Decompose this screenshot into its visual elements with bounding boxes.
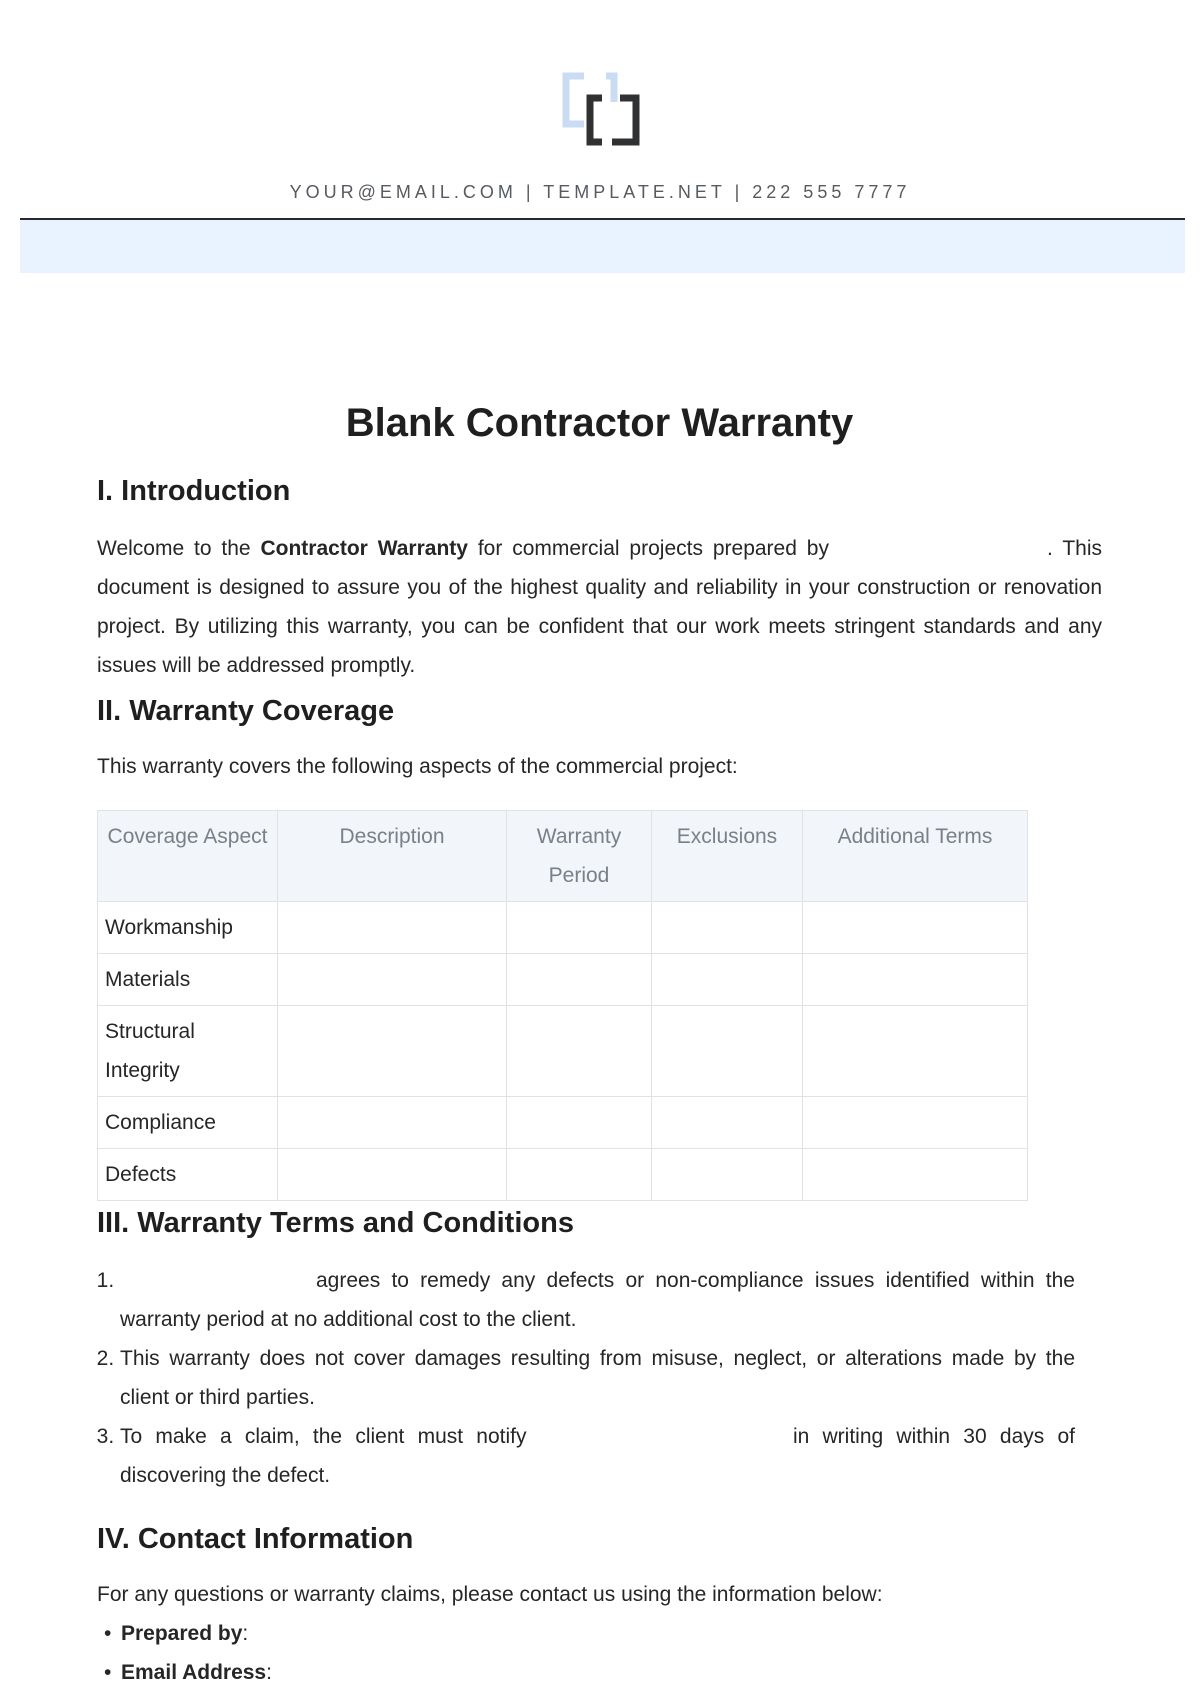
contact-colon: : xyxy=(266,1661,272,1684)
header-band xyxy=(20,220,1185,273)
document-header xyxy=(0,0,1200,275)
section-heading-introduction: I. Introduction xyxy=(97,475,291,507)
table-cell xyxy=(803,954,1028,1006)
table-row xyxy=(98,1097,1028,1149)
table-cell: Materials xyxy=(98,954,278,1006)
table-header-cell: Warranty Period xyxy=(507,811,652,902)
table-cell xyxy=(278,954,507,1006)
section-heading-terms: III. Warranty Terms and Conditions xyxy=(97,1207,574,1239)
table-cell xyxy=(652,1097,803,1149)
table-cell xyxy=(507,1149,652,1201)
table-header-row xyxy=(98,811,1028,902)
contact-lead: For any questions or warranty claims, please contact us using the information below: xyxy=(97,1583,883,1606)
table-header-cell: Coverage Aspect xyxy=(98,811,278,902)
table-cell: Defects xyxy=(98,1149,278,1201)
list-item xyxy=(120,1261,1075,1339)
list-item xyxy=(120,1417,1075,1495)
document-title: Blank Contractor Warranty xyxy=(345,401,854,445)
table-cell xyxy=(278,1097,507,1149)
term-text-end: agrees to remedy any defects or non-compliance issues identified within the warranty period at no additional cost to the client. xyxy=(120,1269,1075,1331)
table-cell xyxy=(652,1006,803,1097)
contact-label: Prepared by xyxy=(121,1622,243,1645)
intro-bold-term: Contractor Warranty xyxy=(260,537,468,560)
bracket-logo-icon xyxy=(562,72,642,148)
contact-label: Email Address xyxy=(121,1661,267,1684)
table-cell: Compliance xyxy=(98,1097,278,1149)
table-cell xyxy=(507,1006,652,1097)
table-cell xyxy=(278,1006,507,1097)
section-heading-contact: IV. Contact Information xyxy=(97,1523,414,1555)
table-row xyxy=(98,1006,1028,1097)
table-cell xyxy=(803,1006,1028,1097)
contact-colon: : xyxy=(242,1622,249,1645)
table-cell xyxy=(652,902,803,954)
table-cell xyxy=(507,902,652,954)
term-text-start: To make a claim, the client must notify xyxy=(120,1425,527,1448)
coverage-table xyxy=(97,810,1028,1201)
table-cell: Structural Integrity xyxy=(98,1006,278,1097)
intro-text-start: Welcome to the xyxy=(97,537,261,560)
table-header-cell: Additional Terms xyxy=(803,811,1028,902)
table-cell: Workmanship xyxy=(98,902,278,954)
table-header-cell: Exclusions xyxy=(652,811,803,902)
table-cell xyxy=(507,1097,652,1149)
table-cell xyxy=(278,902,507,954)
table-cell xyxy=(803,1097,1028,1149)
table-cell xyxy=(652,954,803,1006)
table-cell xyxy=(278,1149,507,1201)
list-item xyxy=(120,1339,1075,1417)
intro-text-body: This document is designed to assure you of the highest quality and reliability in your construction or renovation project. By utilizing this warranty, you can be confident that our work meets stringent standards and any issues will be addressed promptly. xyxy=(97,537,1102,677)
term-text-end: in writing within 30 days of discovering the defect. xyxy=(120,1425,1075,1487)
header-contact-line: YOUR@EMAIL.COM | TEMPLATE.NET | 222 555 7777 xyxy=(289,182,911,202)
intro-period: . xyxy=(1046,537,1053,560)
list-item xyxy=(121,1653,1102,1692)
table-cell xyxy=(803,902,1028,954)
table-header-cell: Description xyxy=(278,811,507,902)
table-row xyxy=(98,902,1028,954)
terms-list xyxy=(97,1261,1075,1495)
contact-list xyxy=(97,1614,1102,1692)
intro-paragraph xyxy=(97,529,1102,685)
table-row xyxy=(98,1149,1028,1201)
term-text-start: This warranty does not cover damages resulting from misuse, neglect, or alterations made by the client or third parties. xyxy=(120,1347,1075,1409)
section-heading-coverage: II. Warranty Coverage xyxy=(97,695,395,727)
table-cell xyxy=(803,1149,1028,1201)
table-row xyxy=(98,954,1028,1006)
document-body xyxy=(97,395,1102,1692)
coverage-lead: This warranty covers the following aspects of the commercial project: xyxy=(97,755,738,778)
intro-text-mid: for commercial projects prepared by xyxy=(467,537,829,560)
table-cell xyxy=(507,954,652,1006)
table-cell xyxy=(652,1149,803,1201)
list-item xyxy=(121,1614,1102,1653)
